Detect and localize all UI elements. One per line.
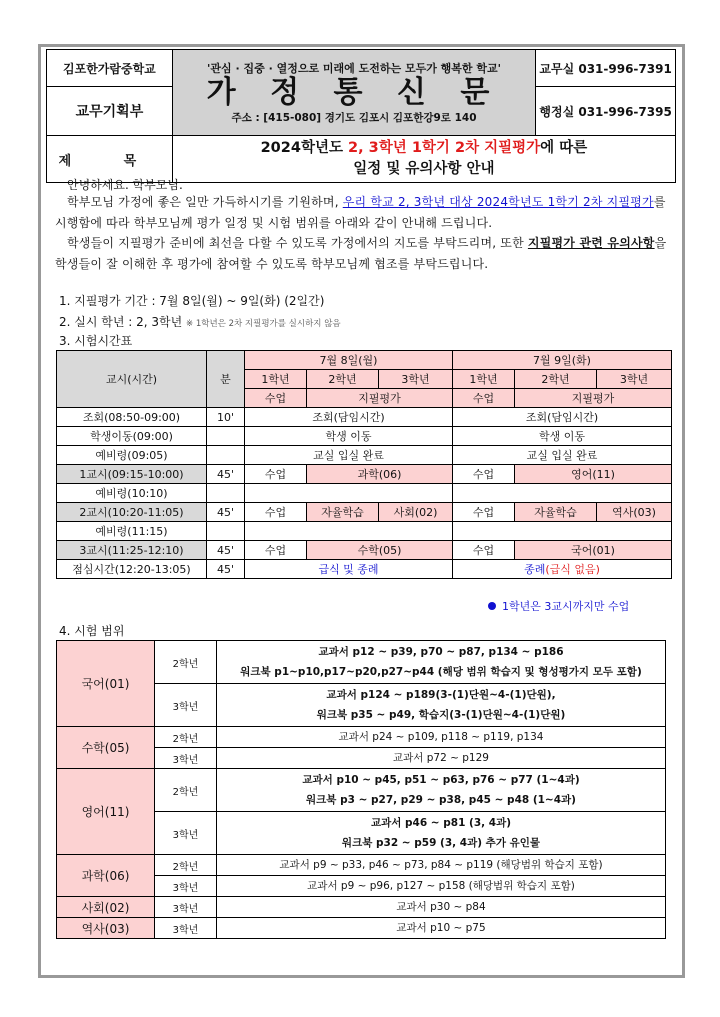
table-row: 3학년 교과서 p124 ~ p189(3-(1)단원~4-(1)단원), 워크북 p35 ~ p49, 학습지(3-(1)단원~4-(1)단원) [57,684,666,727]
subject-title: 2024학년도 2, 3학년 1학기 2차 지필평가에 따른 일정 및 유의사항 안내 [172,136,675,183]
subject-korean: 국어(01) [57,641,155,727]
subject-label: 제 목 [47,136,173,183]
paragraph-1: 학부모님 가정에 좋은 일만 가득하시기를 기원하며, 우리 학교 2, 3학년 대상 2024학년도 1학기 2차 지필평가를 시행함에 따라 학부모님께 평가 일정 및 시험 범위를 아래와 같이 안내해 드립니다. [55,195,666,230]
table-row: 영어(11) 2학년 교과서 p10 ~ p45, p51 ~ p63, p76 ~ p77 (1~4과) 워크북 p3 ~ p27, p29 ~ p38, p45 ~ p48 (1~4과) [57,769,666,812]
bullet-dot-icon [488,602,496,610]
day2-grade3: 3학년 [597,370,672,389]
item-grades: 2. 실시 학년 : 2, 3학년 ※ 1학년은 2차 지필평가를 실시하지 않음 [59,315,341,329]
phone-admin: 행정실 031-996-7395 [536,87,676,136]
table-row: 예비령(10:10) [57,484,672,503]
subject-social: 사회(02) [57,897,155,918]
newsletter-title: 가 정 통 신 문 [206,75,502,110]
school-address: 주소 : [415-080] 경기도 김포시 김포한강9로 140 [231,112,477,124]
school-name: 김포한가람중학교 [47,50,173,87]
letter-header [46,49,676,183]
day1-exam: 지필평가 [307,389,453,408]
table-row: 3학년 교과서 p46 ~ p81 (3, 4과) 워크북 p32 ~ p59 (3, 4과) 추가 유인물 [57,812,666,855]
table-row: 수학(05) 2학년 교과서 p24 ~ p109, p118 ~ p119, p134 [57,727,666,748]
exam-timetable [56,350,672,579]
table-row: 학생이동(09:00) 학생 이동 학생 이동 [57,427,672,446]
header-day2: 7월 9일(화) [453,351,672,370]
grade1-note: 1학년은 3교시까지만 수업 [488,598,629,614]
item-period: 1. 지필평가 기간 : 7월 8일(월) ~ 9일(화) (2일간) [59,294,325,308]
grade-note: ※ 1학년은 2차 지필평가를 실시하지 않음 [186,319,341,329]
table-row: 조회(08:50-09:00) 10' 조회(담임시간) 조회(담임시간) [57,408,672,427]
table-row: 예비령(11:15) [57,522,672,541]
phone-office: 교무실 031-996-7391 [536,50,676,87]
subject-math: 수학(05) [57,727,155,769]
paragraph-2: 학생들이 지필평가 준비에 최선을 다할 수 있도록 가정에서의 지도를 부탁드리며, 또한 지필평가 관련 유의사항을 학생들이 잘 이해한 후 평가에 참여할 수 있도록 학부모님께 협조를 부탁드립니다. [55,236,667,271]
day2-grade1: 1학년 [453,370,515,389]
header-minutes: 분 [207,351,245,408]
day2-grade2: 2학년 [515,370,597,389]
table-row: 1교시(09:15-10:00) 45' 수업 과학(06) 수업 영어(11) [57,465,672,484]
paragraph-2-highlight: 지필평가 관련 유의사항 [527,236,655,250]
day2-exam: 지필평가 [515,389,672,408]
subject-history: 역사(03) [57,918,155,939]
exam-range-table [56,640,666,939]
day1-class: 수업 [245,389,307,408]
subject-science: 과학(06) [57,855,155,897]
table-row: 사회(02) 3학년 교과서 p30 ~ p84 [57,897,666,918]
table-row: 3학년 교과서 p72 ~ p129 [57,748,666,769]
greeting: 안녕하세요. 학부모님. [67,178,183,192]
table-row: 국어(01) 2학년 교과서 p12 ~ p39, p70 ~ p87, p134 ~ p186 워크북 p1~p10,p17~p20,p27~p44 (해당 범위 학습지 및 형성평가지 모두 포함) [57,641,666,684]
table-row: 3학년 교과서 p9 ~ p96, p127 ~ p158 (해당범위 학습지 포함) [57,876,666,897]
day2-class: 수업 [453,389,515,408]
subject-highlight: 2, 3학년 1학기 2차 지필평가 [348,140,541,156]
item-timetable: 3. 시험시간표 [59,334,133,348]
header-day1: 7월 8일(월) [245,351,453,370]
subject-english: 영어(11) [57,769,155,855]
department: 교무기획부 [47,87,173,136]
table-row: 과학(06) 2학년 교과서 p9 ~ p33, p46 ~ p73, p84 ~ p119 (해당범위 학습지 포함) [57,855,666,876]
table-row: 점심시간(12:20-13:05) 45' 급식 및 종례 종례(급식 없음) [57,560,672,579]
school-slogan: '관심 · 집중 · 열정으로 미래에 도전하는 모두가 행복한 학교' [207,62,501,75]
header-period: 교시(시간) [57,351,207,408]
table-row: 2교시(10:20-11:05) 45' 수업 자율학습 사회(02) 수업 자율학습 역사(03) [57,503,672,522]
day1-grade2: 2학년 [307,370,379,389]
item-range: 4. 시험 범위 [59,624,125,638]
table-row: 3교시(11:25-12:10) 45' 수업 수학(05) 수업 국어(01) [57,541,672,560]
day1-grade1: 1학년 [245,370,307,389]
paragraph-1-highlight: 우리 학교 2, 3학년 대상 2024학년도 1학기 2차 지필평가 [342,195,654,209]
table-row: 예비령(09:05) 교실 입실 완료 교실 입실 완료 [57,446,672,465]
title-block [172,50,535,136]
day1-grade3: 3학년 [379,370,453,389]
table-row: 역사(03) 3학년 교과서 p10 ~ p75 [57,918,666,939]
